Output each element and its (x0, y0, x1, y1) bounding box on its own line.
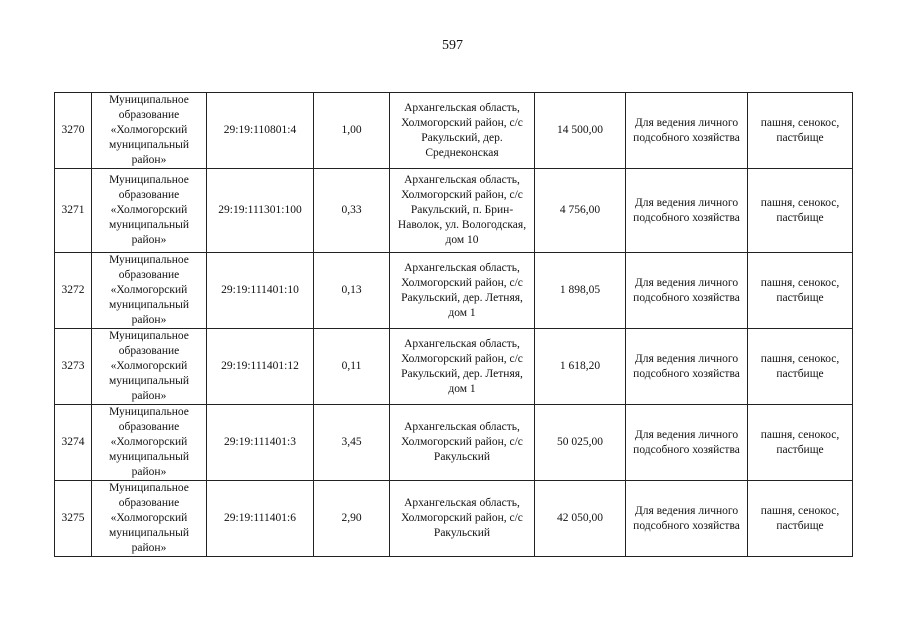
cadastral-value-cell: 1 898,05 (535, 253, 626, 329)
address-cell: Архангельская область, Холмогорский район, с/с Ракульский (390, 405, 535, 481)
row-number-cell: 3274 (55, 405, 92, 481)
cadastral-value-cell: 1 618,20 (535, 329, 626, 405)
owner-cell: Муниципальное образование «Холмогорский муниципальный район» (92, 169, 207, 253)
row-number-cell: 3270 (55, 93, 92, 169)
address-cell: Архангельская область, Холмогорский район, с/с Ракульский (390, 481, 535, 557)
table-row (55, 93, 853, 169)
address-cell: Архангельская область, Холмогорский район, с/с Ракульский, п. Брин-Наволок, ул. Вологодская, дом 10 (390, 169, 535, 253)
area-cell: 0,11 (314, 329, 390, 405)
land-use-cell: пашня, сенокос, пастбище (748, 93, 853, 169)
land-registry-table (54, 92, 853, 557)
cadastral-number-cell: 29:19:111401:12 (207, 329, 314, 405)
cadastral-number-cell: 29:19:111401:3 (207, 405, 314, 481)
land-use-cell: пашня, сенокос, пастбище (748, 405, 853, 481)
row-number-cell: 3273 (55, 329, 92, 405)
owner-cell: Муниципальное образование «Холмогорский муниципальный район» (92, 253, 207, 329)
table-row (55, 405, 853, 481)
permitted-use-cell: Для ведения личного подсобного хозяйства (626, 253, 748, 329)
owner-cell: Муниципальное образование «Холмогорский муниципальный район» (92, 405, 207, 481)
table-row (55, 169, 853, 253)
cadastral-value-cell: 4 756,00 (535, 169, 626, 253)
table-row (55, 481, 853, 557)
cadastral-number-cell: 29:19:111401:6 (207, 481, 314, 557)
address-cell: Архангельская область, Холмогорский район, с/с Ракульский, дер. Летняя, дом 1 (390, 329, 535, 405)
table-row (55, 253, 853, 329)
land-use-cell: пашня, сенокос, пастбище (748, 329, 853, 405)
row-number-cell: 3271 (55, 169, 92, 253)
address-cell: Архангельская область, Холмогорский район, с/с Ракульский, дер. Среднеконская (390, 93, 535, 169)
permitted-use-cell: Для ведения личного подсобного хозяйства (626, 93, 748, 169)
cadastral-value-cell: 50 025,00 (535, 405, 626, 481)
cadastral-number-cell: 29:19:110801:4 (207, 93, 314, 169)
land-use-cell: пашня, сенокос, пастбище (748, 253, 853, 329)
page-number: 597 (442, 38, 463, 53)
land-use-cell: пашня, сенокос, пастбище (748, 169, 853, 253)
cadastral-value-cell: 14 500,00 (535, 93, 626, 169)
permitted-use-cell: Для ведения личного подсобного хозяйства (626, 405, 748, 481)
owner-cell: Муниципальное образование «Холмогорский муниципальный район» (92, 329, 207, 405)
table-body (55, 93, 853, 557)
cadastral-number-cell: 29:19:111401:10 (207, 253, 314, 329)
land-use-cell: пашня, сенокос, пастбище (748, 481, 853, 557)
cadastral-number-cell: 29:19:111301:100 (207, 169, 314, 253)
area-cell: 1,00 (314, 93, 390, 169)
area-cell: 0,13 (314, 253, 390, 329)
area-cell: 0,33 (314, 169, 390, 253)
permitted-use-cell: Для ведения личного подсобного хозяйства (626, 169, 748, 253)
address-cell: Архангельская область, Холмогорский район, с/с Ракульский, дер. Летняя, дом 1 (390, 253, 535, 329)
row-number-cell: 3275 (55, 481, 92, 557)
permitted-use-cell: Для ведения личного подсобного хозяйства (626, 329, 748, 405)
owner-cell: Муниципальное образование «Холмогорский муниципальный район» (92, 93, 207, 169)
permitted-use-cell: Для ведения личного подсобного хозяйства (626, 481, 748, 557)
row-number-cell: 3272 (55, 253, 92, 329)
cadastral-value-cell: 42 050,00 (535, 481, 626, 557)
table-row (55, 329, 853, 405)
area-cell: 2,90 (314, 481, 390, 557)
area-cell: 3,45 (314, 405, 390, 481)
owner-cell: Муниципальное образование «Холмогорский муниципальный район» (92, 481, 207, 557)
